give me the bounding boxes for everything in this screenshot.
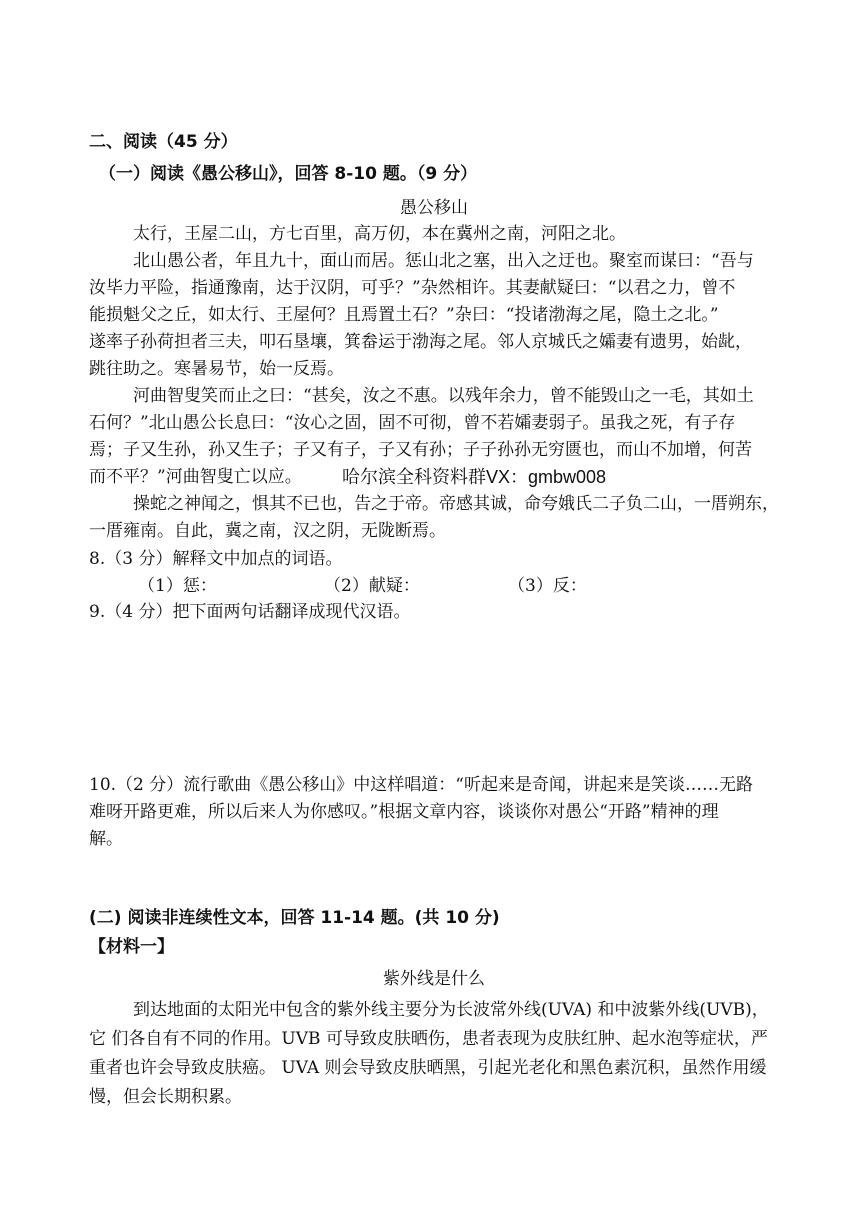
passage-line: 跳往助之。寒暑易节，始一反焉。 [89,359,344,379]
passage-line: 石何？”北山愚公长息曰：“汝心之固，固不可彻，曾不若孀妻弱子。虽我之死，有子存 [89,413,736,433]
passage-line: 北山愚公者，年且九十，面山而居。惩山北之塞，出入之迂也。聚室而谋曰：“吾与 [133,251,754,271]
passage-line: 遂率子孙荷担者三夫，叩石垦壤，箕畚运于渤海之尾。邻人京城氏之孀妻有遗男，始龀， [89,332,752,352]
watermark-text: 哈尔滨全科资料群VX：gmbw008 [342,467,607,487]
material-title: 紫外线是什么 [383,969,485,989]
material-line: 到达地面的太阳光中包含的紫外线主要分为长波常外线(UVA) 和中波紫外线(UVB)， [133,1000,769,1020]
passage-line: 太行，王屋二山，方七百里，高万仞，本在冀州之南，河阳之北。 [133,224,626,244]
question-9: 9.（4 分）把下面两句话翻译成现代汉语。 [89,602,411,622]
passage-line: 焉；子又生孙，孙又生子；子又有子，子又有孙；子子孙孙无穷匮也，而山不加增，何苦 [89,440,752,460]
material-line: 它 们各自有不同的作用。UVB 可导致皮肤晒伤，患者表现为皮肤红肿、起水泡等症状，严 [89,1029,768,1049]
passage-line: 一厝雍南。自此，冀之南，汉之阴，无陇断焉。 [89,521,446,541]
question-10-line: 10.（2 分）流行歌曲《愚公移山》中这样唱道：“听起来是奇闻，讲起来是笑谈……无路 [89,775,753,795]
passage-line: 而不平？”河曲智叟亡以应。 [89,467,302,487]
passage-line: 操蛇之神闻之，惧其不已也，告之于帝。帝感其诚，命夸娥氏二子负二山，一厝朔东， [133,494,779,514]
question-10-line: 难呀开路更难，所以后来人为你感叹。”根据文章内容，谈谈你对愚公“开路”精神的理 [89,802,719,822]
passage-line: 能损魁父之丘，如太行、王屋何？且焉置土石？”杂曰：“投诸渤海之尾，隐土之北。” [89,305,719,325]
material-label: 【材料一】 [89,937,174,957]
material-line: 重者也许会导致皮肤癌。 UVA 则会导致皮肤晒黑，引起光老化和黑色素沉积，虽然作用缓 [89,1058,767,1078]
question-8: 8.（3 分）解释文中加点的词语。 [89,549,343,569]
section-heading: 二、阅读（45 分） [89,132,238,152]
part-one-heading: （一）阅读《愚公移山》，回答 8-10 题。（9 分） [99,164,478,184]
question-8-item: （2）献疑： [324,576,420,596]
part-two-heading: (二) 阅读非连续性文本，回答 11-14 题。(共 10 分) [89,908,500,928]
passage-line: 汝毕力平险，指通豫南，达于汉阴，可乎？”杂然相许。其妻献疑曰：“以君之力，曾不 [89,278,736,298]
material-line: 慢，但会长期积累。 [89,1087,242,1107]
question-10-line: 解。 [89,829,123,849]
question-8-item: （3）反： [508,576,587,596]
passage-title: 愚公移山 [400,198,468,218]
passage-line: 河曲智叟笑而止之曰：“甚矣，汝之不惠。以残年余力，曾不能毁山之一毛，其如土 [133,386,754,406]
question-8-item: （1）惩： [138,576,217,596]
